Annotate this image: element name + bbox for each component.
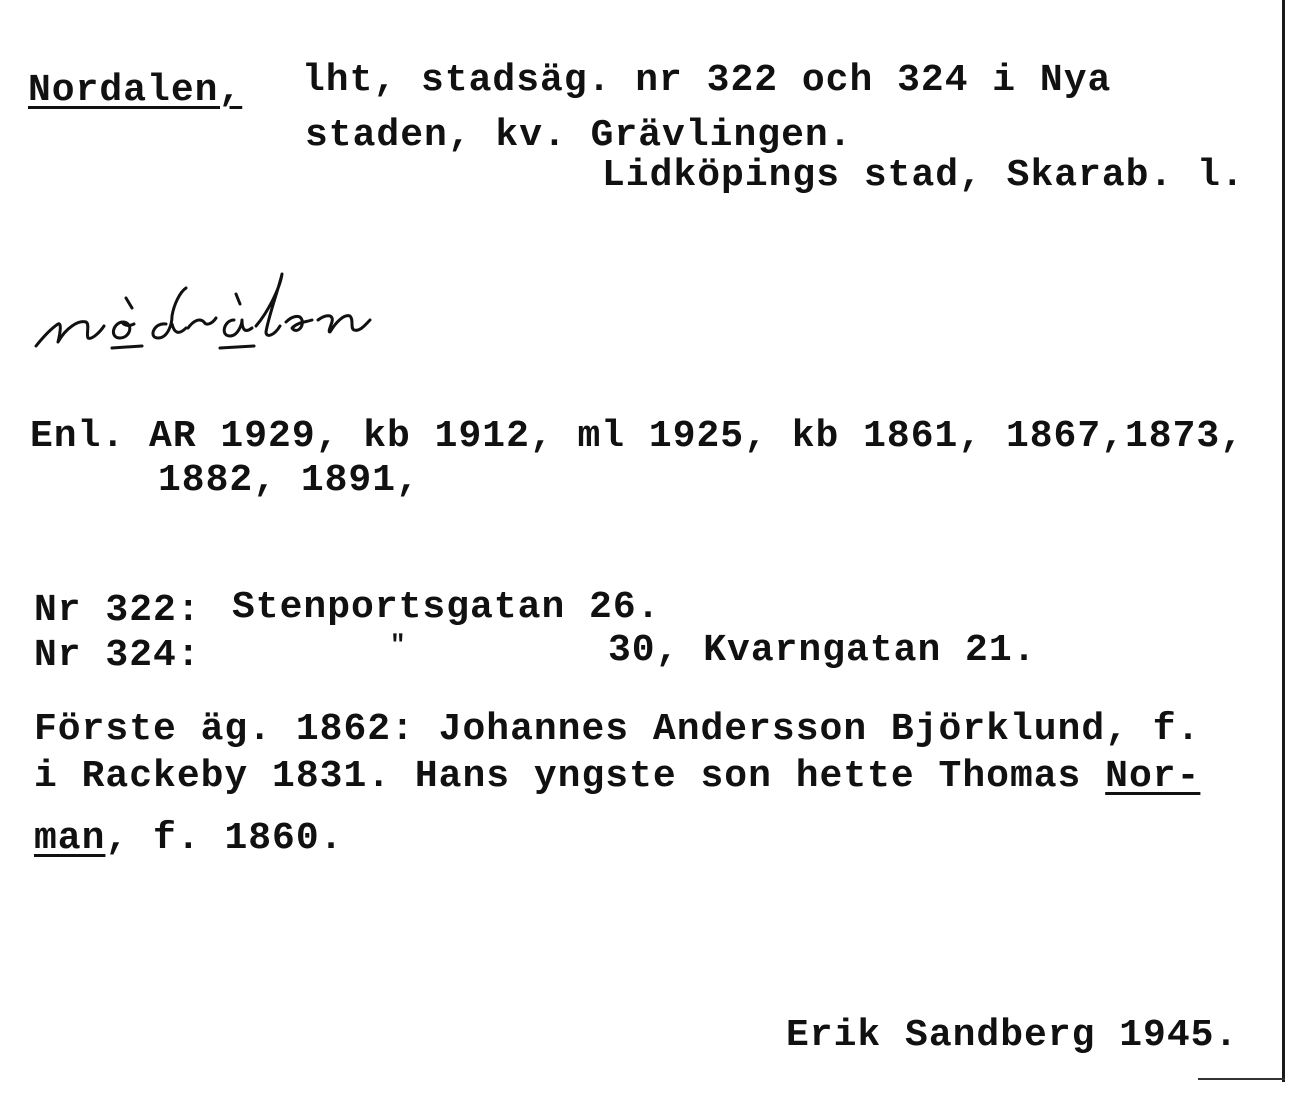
handwritten-pronunciation xyxy=(30,262,510,374)
card-bottom-edge xyxy=(1198,1078,1285,1080)
place-description-line1: lht, stadsäg. nr 322 och 324 i Nya xyxy=(302,59,1112,102)
nr322-label: Nr 322: xyxy=(34,589,201,632)
nr324-label: Nr 324: xyxy=(34,634,201,677)
signature-line: Erik Sandberg 1945. xyxy=(786,1014,1239,1057)
sources-line2: 1882, 1891, xyxy=(158,459,420,502)
nr324-ditto-mark: " xyxy=(390,630,407,660)
note-line2-text: i Rackeby 1831. Hans yngste son hette Thomas xyxy=(34,755,1106,798)
parish-county-line: Lidköpings stad, Skarab. l. xyxy=(602,154,1245,197)
place-name-heading: Nordalen, xyxy=(28,69,243,112)
place-description-line2: staden, kv. Grävlingen. xyxy=(305,114,853,157)
note-line1: Förste äg. 1862: Johannes Andersson Björklund, f. xyxy=(34,708,1201,751)
card-right-edge xyxy=(1282,0,1285,1082)
sources-line1: Enl. AR 1929, kb 1912, ml 1925, kb 1861, 1867,1873, xyxy=(30,415,1244,458)
note-line3-text: , f. 1860. xyxy=(105,817,344,860)
norman-underlined-part1: Nor- xyxy=(1105,755,1201,798)
norman-underlined-part2: man xyxy=(34,817,106,860)
note-line2 xyxy=(34,755,1201,798)
note-line3 xyxy=(34,817,344,860)
nr324-address: 30, Kvarngatan 21. xyxy=(608,629,1037,672)
nr322-address: Stenportsgatan 26. xyxy=(232,586,661,629)
